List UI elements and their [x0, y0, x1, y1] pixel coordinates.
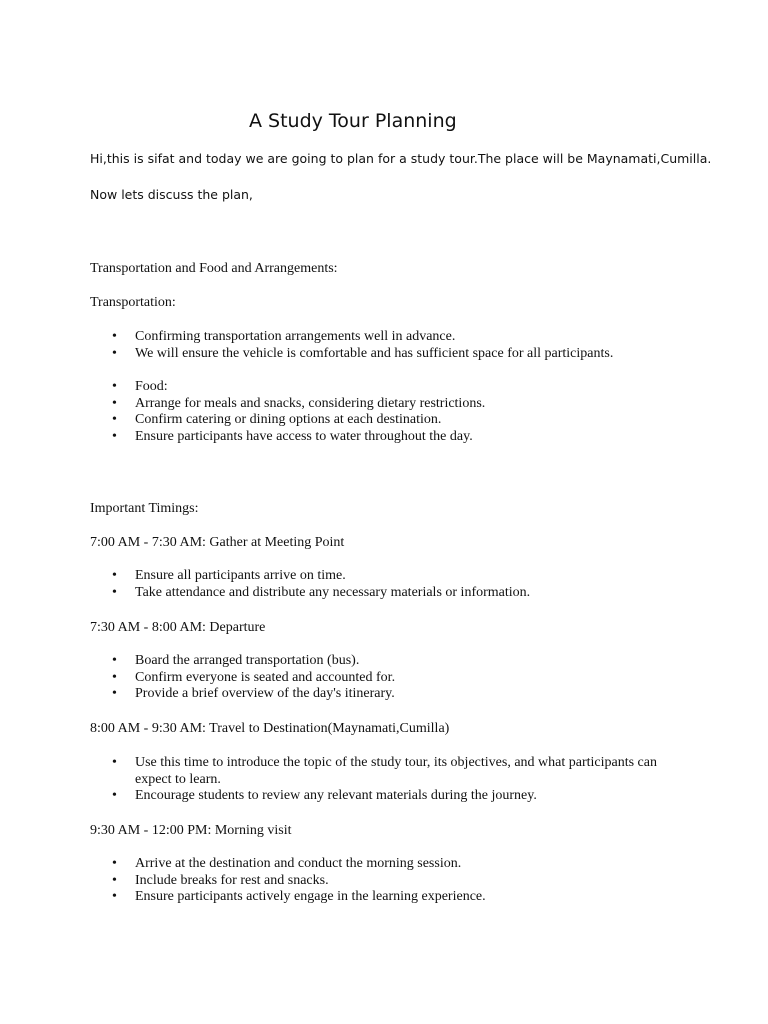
timings-heading: Important Timings:: [90, 501, 199, 516]
list-item: • Ensure participants actively engage in the learning experience.: [108, 889, 668, 906]
list-item: • Confirm catering or dining options at each destination.: [108, 412, 668, 429]
schedule-time-2: 7:30 AM - 8:00 AM: Departure: [90, 620, 266, 635]
list-item: • Use this time to introduce the topic of the study tour, its objectives, and what participants can expect to learn.: [108, 755, 668, 788]
list-item: • Arrive at the destination and conduct the morning session.: [108, 856, 668, 873]
page-title: A Study Tour Planning: [249, 110, 457, 132]
list-item: • Confirming transportation arrangements well in advance.: [108, 329, 668, 346]
discuss-text: Now lets discuss the plan,: [90, 187, 253, 202]
list-item: • Ensure participants have access to water throughout the day.: [108, 429, 668, 446]
schedule-list-1: [108, 568, 668, 601]
intro-text: Hi,this is sifat and today we are going to plan for a study tour.The place will be Maynamati,Cumilla.: [90, 151, 712, 166]
schedule-time-4: 9:30 AM - 12:00 PM: Morning visit: [90, 823, 292, 838]
list-item: • Provide a brief overview of the day's itinerary.: [108, 686, 668, 703]
transportation-list: [108, 329, 668, 362]
list-item: • Confirm everyone is seated and accounted for.: [108, 670, 668, 687]
list-item: • We will ensure the vehicle is comfortable and has sufficient space for all participants.: [108, 346, 668, 363]
schedule-list-4: [108, 856, 668, 906]
food-list: [108, 379, 668, 445]
schedule-list-2: [108, 653, 668, 703]
transportation-heading: Transportation:: [90, 295, 176, 310]
list-item: • Ensure all participants arrive on time.: [108, 568, 668, 585]
list-item: • Take attendance and distribute any necessary materials or information.: [108, 585, 668, 602]
schedule-list-3: [108, 755, 668, 805]
list-item: • Encourage students to review any relevant materials during the journey.: [108, 788, 668, 805]
list-item: • Board the arranged transportation (bus).: [108, 653, 668, 670]
list-item: • Food:: [108, 379, 668, 396]
transport-food-heading: Transportation and Food and Arrangements:: [90, 261, 338, 276]
list-item: • Include breaks for rest and snacks.: [108, 873, 668, 890]
list-item: • Arrange for meals and snacks, considering dietary restrictions.: [108, 396, 668, 413]
schedule-time-1: 7:00 AM - 7:30 AM: Gather at Meeting Point: [90, 535, 345, 550]
schedule-time-3: 8:00 AM - 9:30 AM: Travel to Destination(Maynamati,Cumilla): [90, 721, 450, 736]
